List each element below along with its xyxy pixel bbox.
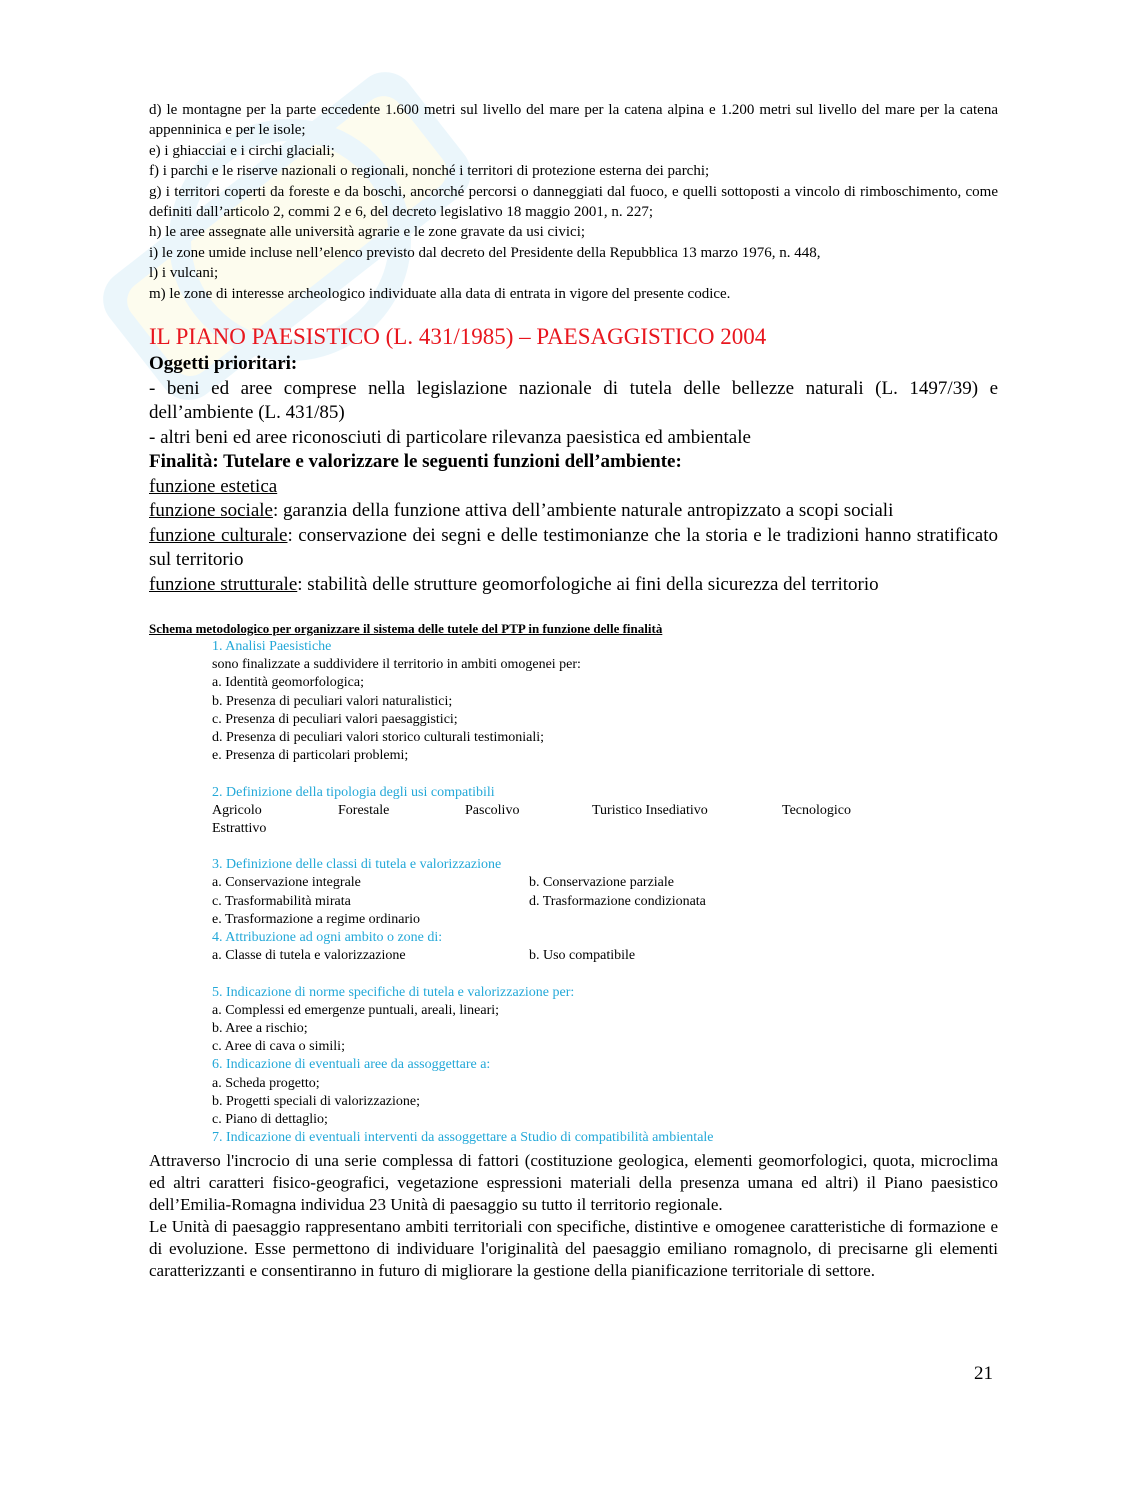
class-item: c. Trasformabilità mirata [212,893,351,909]
step-intro: sono finalizzate a suddividere il territorio in ambiti omogenei per: [212,657,581,673]
step-item: e. Presenza di particolari problemi; [212,748,409,764]
piano-paesistico-section [149,352,998,597]
funzione-name: funzione culturale [149,524,288,546]
attribution-row [212,947,992,965]
funzione-estetica [149,475,998,500]
step-item: b. Presenza di peculiari valori naturalistici; [212,693,453,709]
step-item: c. Aree di cava o simili; [212,1039,345,1055]
step-item: b. Aree a rischio; [212,1020,308,1036]
list-item: m) le zone di interesse archeologico individuate alla data di entrata in vigore del presente codice. [149,285,731,302]
class-item: a. Conservazione integrale [212,875,361,891]
oggetti-heading: Oggetti prioritari: [149,353,298,374]
class-row [212,893,992,911]
schema-list [212,638,992,1147]
paragraph: Attraverso l'incrocio di una serie complessa di fattori (costituzione geologica, elementi geomorfologici, quota, microclima ed altri caratteri fisico-geografici, vegetazione espressioni materiali della presenza umana ed altri) il Piano paesistico dell’Emilia-Romagna individua 23 Unità di paesaggio su tutto il territorio regionale. [149,1151,998,1214]
funzione-desc: : conservazione dei segni e delle testimonianze che la storia e le tradizioni hanno stratificato sul territorio [149,524,998,570]
step-item: a. Identità geomorfologica; [212,675,364,691]
step-heading: 5. Indicazione di norme specifiche di tutela e valorizzazione per: [212,984,575,1000]
use-item: Pascolivo [465,802,520,818]
step-item: c. Piano di dettaglio; [212,1111,328,1127]
class-row [212,874,992,892]
step-item: d. Presenza di peculiari valori storico culturali testimoniali; [212,729,545,745]
use-item: Estrattivo [212,820,267,836]
list-item: f) i parchi e le riserve nazionali o regionali, nonché i territori di protezione esterna dei parchi; [149,163,710,180]
list-item: e) i ghiacciai e i circhi glaciali; [149,142,335,159]
closing-text [149,1150,998,1282]
funzione-desc: : garanzia della funzione attiva dell’ambiente naturale antropizzato a scopi sociali [272,500,894,521]
funzione-culturale [149,524,998,573]
step-item: b. Progetti speciali di valorizzazione; [212,1093,420,1109]
list-item: h) le aree assegnate alle università agrarie e le zone gravate da usi civici; [149,224,586,241]
step-heading: 1. Analisi Paesistiche [212,639,332,654]
list-item: i) le zone umide incluse nell’elenco previsto dal decreto del Presidente della Repubblica 13 marzo 1976, n. 448, [149,244,821,261]
step-heading: 4. Attribuzione ad ogni ambito o zone di: [212,930,443,945]
funzione-name: funzione sociale [149,500,273,521]
oggetti-item: - beni ed aree comprese nella legislazione nazionale di tutela delle bellezze naturali (L. 1497/39) e dell’ambiente (L. 431/85) [149,377,998,423]
step-item: c. Presenza di peculiari valori paesaggistici; [212,711,458,727]
funzione-name: funzione strutturale [149,573,298,595]
use-item: Tecnologico [782,802,851,818]
attribution-item: a. Classe di tutela e valorizzazione [212,948,406,964]
paragraph: Le Unità di paesaggio rappresentano ambiti territoriali con specifiche, distintive e omogenee caratteristiche di formazione e di evoluzione. Esse permettono di individuare l'originalità del paesaggio emiliano romagnolo, di precisarne gli elementi caratterizzanti e consentiranno in futuro di migliorare la gestione della pianificazione territoriale di settore. [149,1217,998,1280]
page-number: 21 [974,1363,993,1384]
class-item: e. Trasformazione a regime ordinario [212,911,420,927]
funzione-desc: : stabilità delle strutture geomorfologiche ai fini della sicurezza del territorio [297,573,879,595]
step-heading: 6. Indicazione di eventuali aree da assoggettare a: [212,1057,491,1073]
list-item: d) le montagne per la parte eccedente 1.600 metri sul livello del mare per la catena alpina e 1.200 metri sul livello del mare per la catena appenninica e per le isole; [149,102,998,139]
use-item: Turistico Insediativo [592,802,708,818]
funzione-sociale [149,499,998,524]
use-item: Agricolo [212,802,262,818]
step-heading: 3. Definizione delle classi di tutela e valorizzazione [212,857,502,873]
uses-row [212,802,992,820]
list-item: g) i territori coperti da foreste e da boschi, ancorché percorsi o danneggiati dal fuoco, e quelli sottoposti a vincolo di rimboschimento, come definiti dall’articolo 2, commi 2 e 6, del decreto legislativo 18 maggio 2001, n. 227; [149,183,998,221]
finalita-heading: Finalità: Tutelare e valorizzare le seguenti funzioni dell’ambiente: [149,451,682,472]
step-heading: 2. Definizione della tipologia degli usi compatibili [212,784,495,800]
attribution-item: b. Uso compatibile [529,948,636,964]
protected-areas-list [149,100,998,304]
step-item: a. Scheda progetto; [212,1075,320,1091]
oggetti-item: - altri beni ed aree riconosciuti di particolare rilevanza paesistica ed ambientale [149,426,751,448]
schema-title: Schema metodologico per organizzare il sistema delle tutele del PTP in funzione delle finalità [149,621,663,636]
step-heading: 7. Indicazione di eventuali interventi da assoggettare a Studio di compatibilità ambientale [212,1130,714,1146]
funzione-strutturale [149,573,998,598]
class-item: b. Conservazione parziale [529,875,674,891]
list-item: l) i vulcani; [149,265,219,282]
step-item: a. Complessi ed emergenze puntuali, areali, lineari; [212,1002,500,1018]
section-title: IL PIANO PAESISTICO (L. 431/1985) – PAESAGGISTICO 2004 [149,324,767,349]
class-item: d. Trasformazione condizionata [529,893,706,909]
use-item: Forestale [338,802,390,818]
funzione-name: funzione estetica [149,475,278,497]
